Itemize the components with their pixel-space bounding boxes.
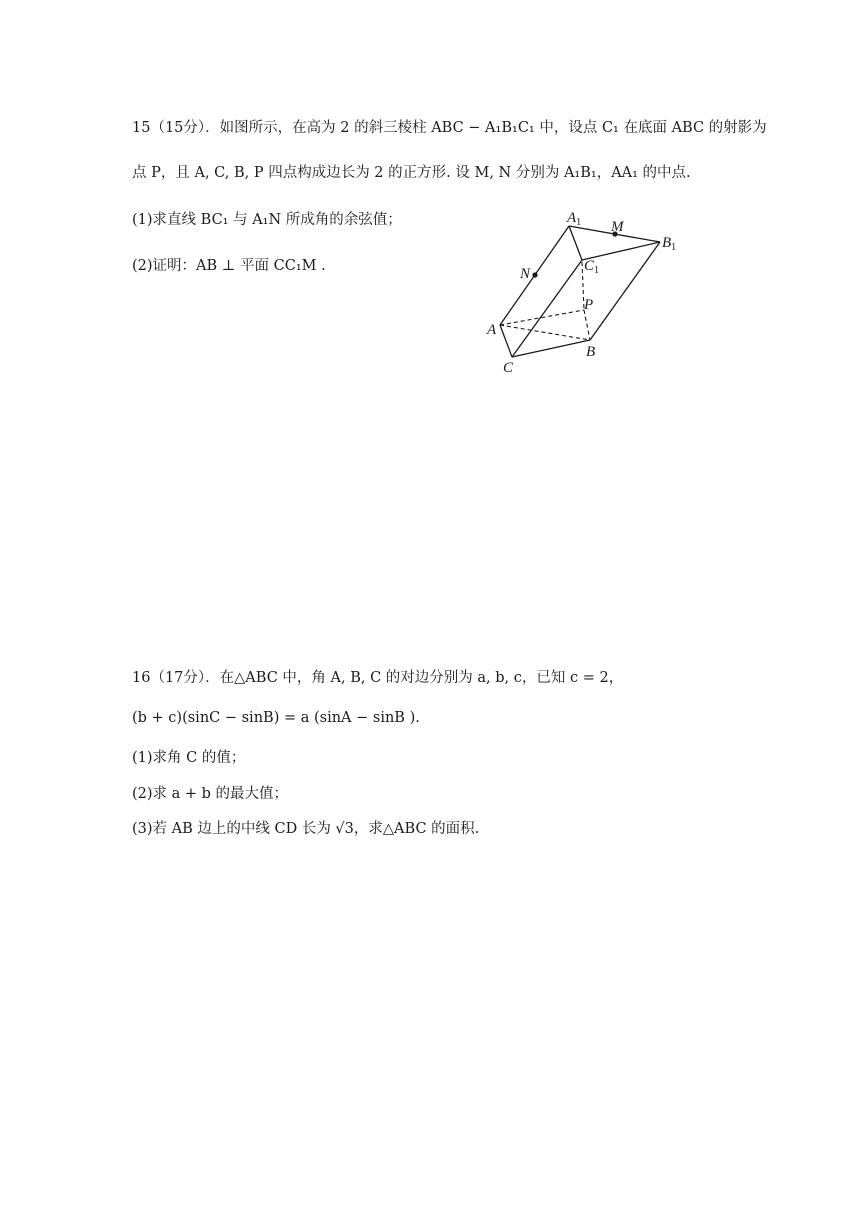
- edge-a-b-dashed: [500, 325, 590, 340]
- point-n: [532, 272, 537, 277]
- prism-figure: [470, 200, 690, 380]
- problem-16-question-2: (2)求 a + b 的最大值；: [132, 786, 289, 802]
- edge-a-c: [500, 325, 512, 357]
- problem-15-statement-line-1: 15（15分）．如图所示，在高为 2 的斜三棱柱 ABC − A₁B₁C₁ 中，设点 C₁ 在底面 ABC 的射影为: [132, 120, 767, 136]
- edge-b-b1: [590, 242, 660, 340]
- label-b1: $B_1$: [662, 235, 677, 253]
- problem-15-question-2: (2)证明：AB ⊥ 平面 CC₁M .: [132, 258, 326, 274]
- edge-p-b-dashed: [584, 310, 590, 340]
- label-m: M: [611, 219, 624, 235]
- label-a1: $A_1$: [567, 210, 582, 228]
- problem-16-statement-line-2: (b + c)(sinC − sinB) = a (sinA − sinB ).: [132, 710, 420, 726]
- problem-16-question-1: (1)求角 C 的值；: [132, 750, 246, 766]
- label-a: A: [487, 322, 497, 338]
- edge-a-p-dashed: [500, 310, 584, 325]
- label-b: B: [586, 344, 596, 360]
- label-p: P: [584, 297, 594, 313]
- problem-15-statement-line-2: 点 P，且 A, C, B, P 四点构成边长为 2 的正方形. 设 M, N 分别为 A₁B₁，AA₁ 的中点.: [132, 165, 691, 181]
- label-c: C: [503, 360, 514, 376]
- problem-16-statement-line-1: 16（17分）．在△ABC 中，角 A, B, C 的对边分别为 a, b, c，已知 c = 2，: [132, 670, 624, 686]
- edge-a1-c1: [569, 226, 582, 260]
- edge-c-b: [512, 340, 590, 357]
- problem-16-question-3: (3)若 AB 边上的中线 CD 长为 √3，求△ABC 的面积.: [132, 821, 480, 837]
- label-n: N: [520, 266, 531, 282]
- problem-15-question-1: (1)求直线 BC₁ 与 A₁N 所成角的余弦值；: [132, 212, 402, 228]
- label-c1: $C_1$: [584, 258, 600, 276]
